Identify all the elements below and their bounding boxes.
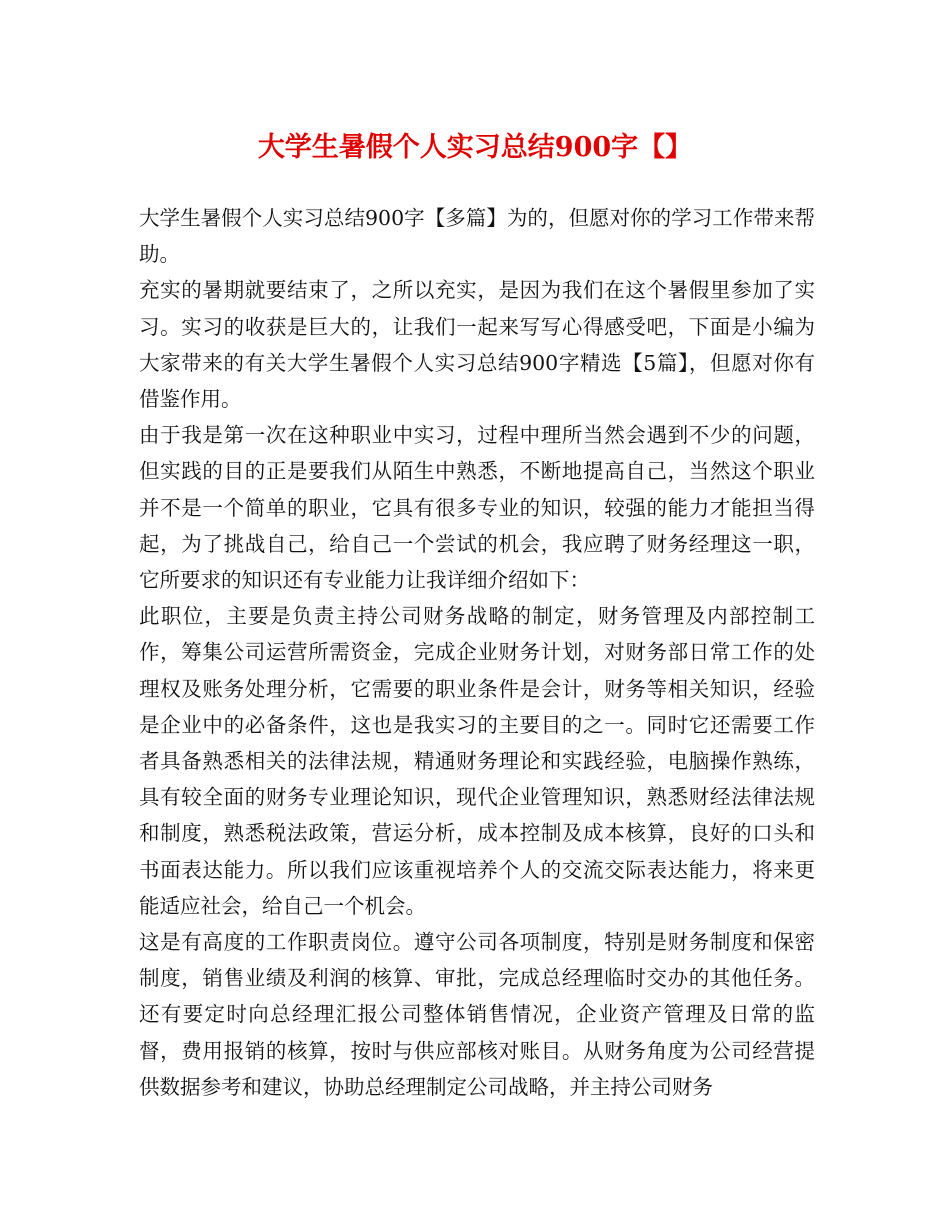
document-title: 大学生暑假个人实习总结900字【】 [257, 132, 693, 163]
document-body [139, 200, 815, 1105]
paragraph-first-internship: 由于我是第一次在这种职业中实习，过程中理所当然会遇到不少的问题，但实践的目的正是要我们从陌生中熟悉，不断地提高自己，当然这个职业并不是一个简单的职业，它具有很多专业的知识，较强的能力才能担当得起，为了挑战自己，给自己一个尝试的机会，我应聘了财务经理这一职，它所要求的知识还有专业能力让我详细介绍如下： [139, 423, 815, 593]
paragraph-summer: 充实的暑期就要结束了，之所以充实，是因为我们在这个暑假里参加了实习。实习的收获是巨大的，让我们一起来写写心得感受吧，下面是小编为大家带来的有关大学生暑假个人实习总结900字精选【5篇】，但愿对你有借鉴作用。 [139, 278, 815, 412]
paragraph-position-duties: 此职位，主要是负责主持公司财务战略的制定，财务管理及内部控制工作，筹集公司运营所需资金，完成企业财务计划，对财务部日常工作的处理权及账务处理分析，它需要的职业条件是会计，财务等相关知识，经验是企业中的必备条件，这也是我实习的主要目的之一。同时它还需要工作者具备熟悉相关的法律法规，精通财务理论和实践经验，电脑操作熟练，具有较全面的财务专业理论知识，现代企业管理知识，熟悉财经法律法规和制度，熟悉税法政策，营运分析，成本控制及成本核算，良好的口头和书面表达能力。所以我们应该重视培养个人的交流交际表达能力，将来更能适应社会，给自己一个机会。 [139, 604, 815, 918]
paragraph-intro: 大学生暑假个人实习总结900字【多篇】为的，但愿对你的学习工作带来帮助。 [139, 206, 815, 267]
paragraph-job-responsibilities: 这是有高度的工作职责岗位。遵守公司各项制度，特别是财务制度和保密制度，销售业绩及利润的核算、审批，完成总经理临时交办的其他任务。还有要定时向总经理汇报公司整体销售情况，企业资产管理及日常的监督，费用报销的核算，按时与供应部核对账目。从财务角度为公司经营提供数据参考和建议，协助总经理制定公司战略，并主持公司财务 [139, 930, 815, 1099]
